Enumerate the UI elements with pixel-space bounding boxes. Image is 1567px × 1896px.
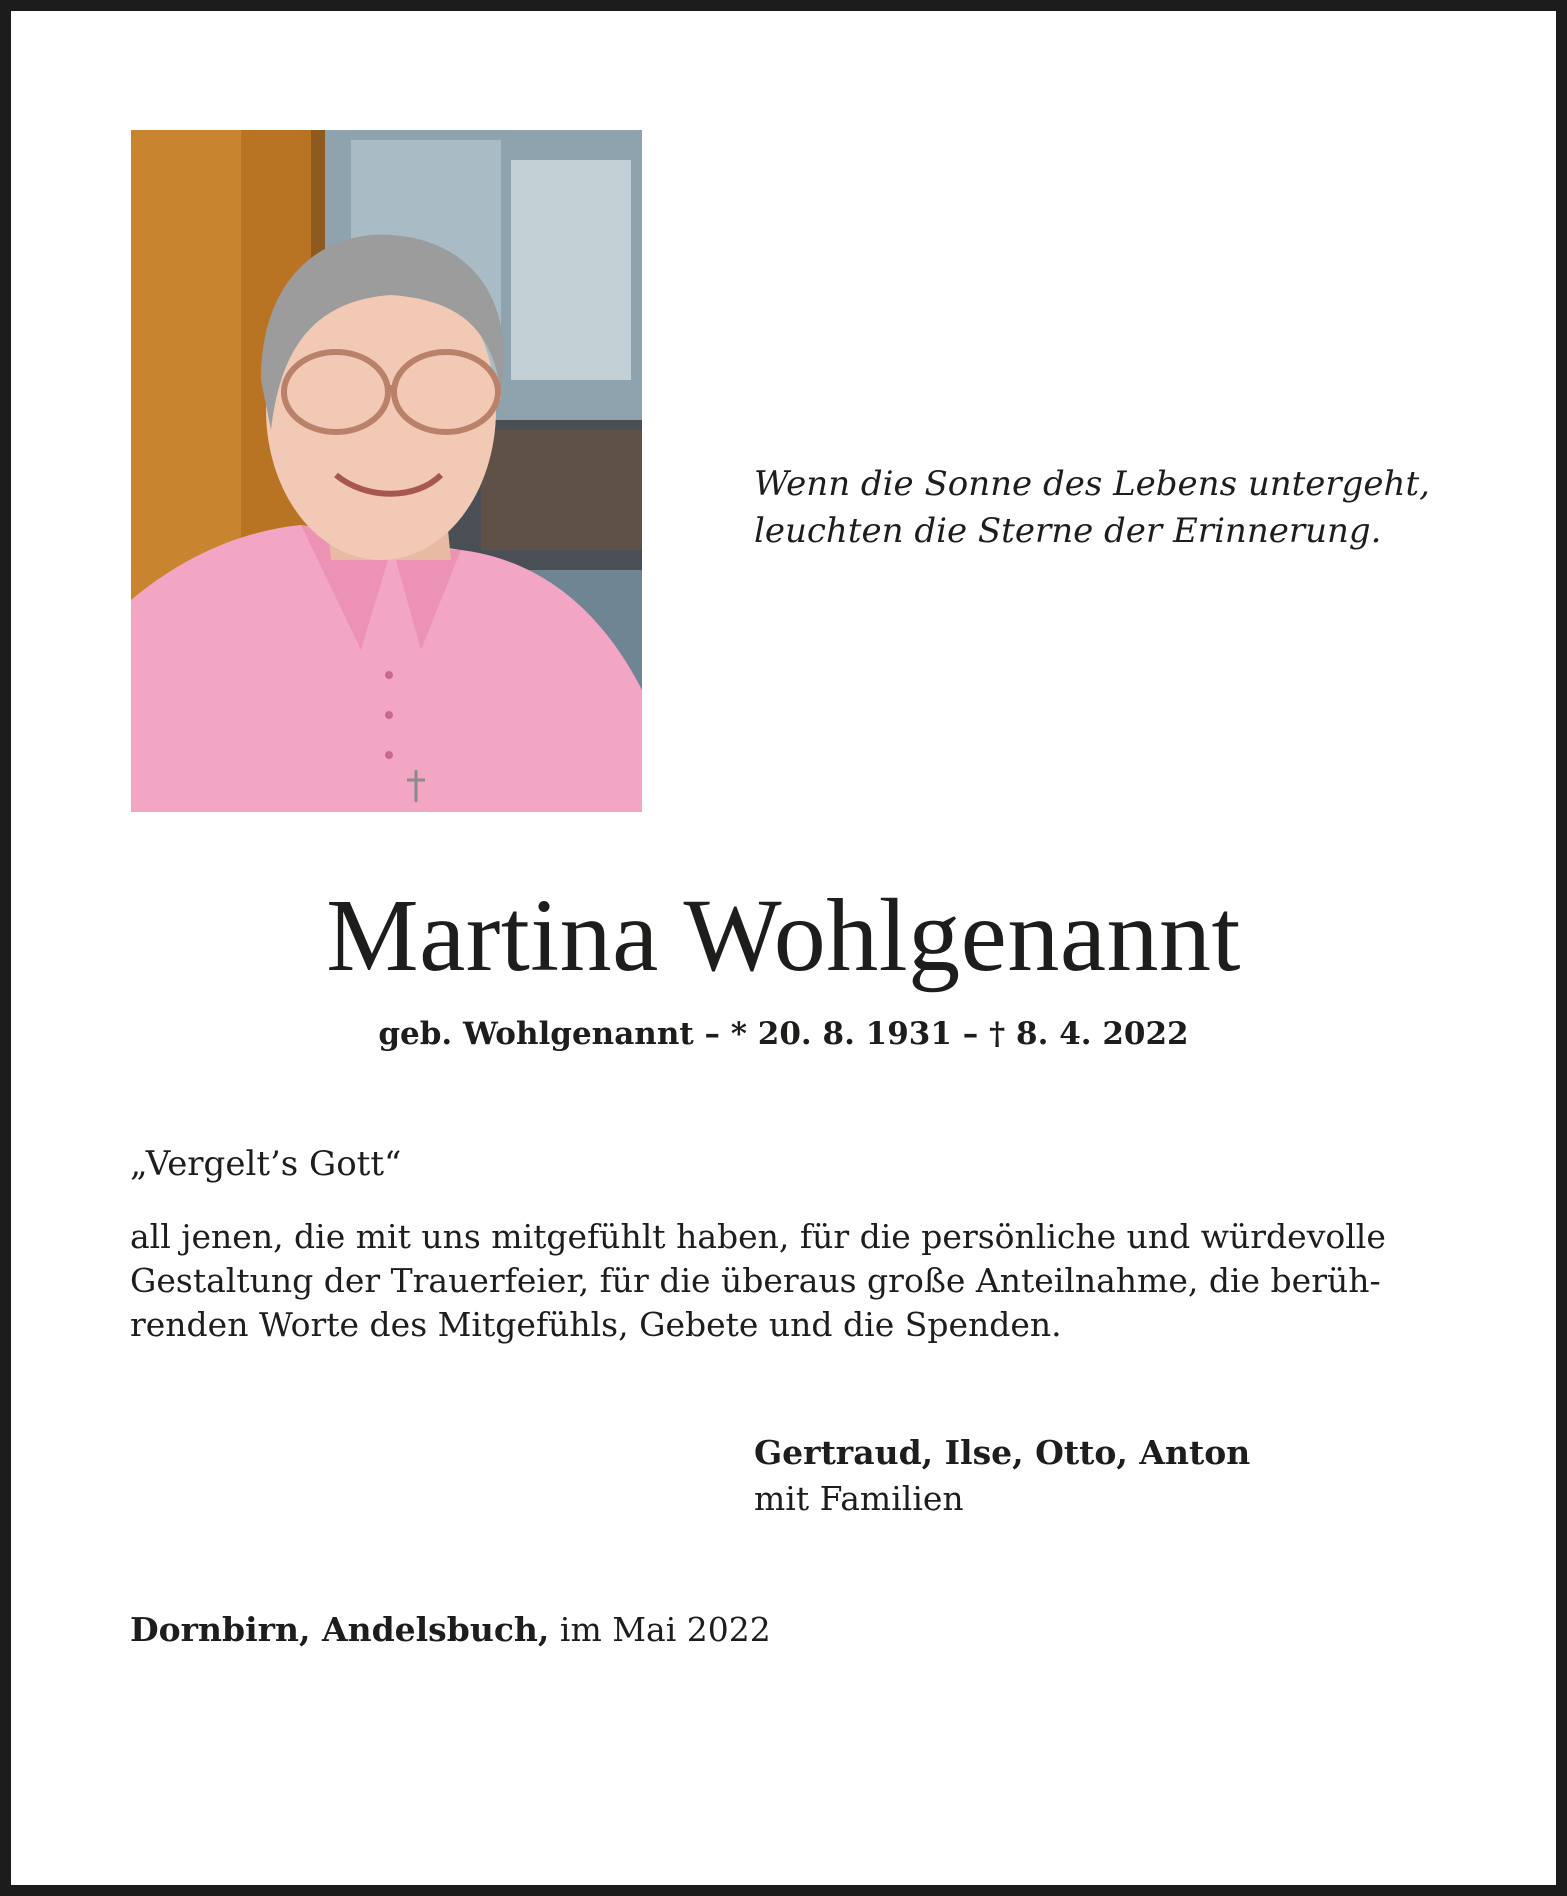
thanks-line-1: all jenen, die mit uns mitgefühlt haben, für die persönliche und würdevolle xyxy=(130,1217,1386,1256)
quote-line-1: Wenn die Sonne des Lebens untergeht, xyxy=(754,464,1430,504)
life-dates: geb. Wohlgenannt – * 20. 8. 1931 – † 8. 4. 2022 xyxy=(378,1016,1189,1052)
memorial-quote xyxy=(754,461,1454,555)
date-text: im Mai 2022 xyxy=(549,1610,771,1649)
portrait-photo xyxy=(131,130,642,812)
place-and-date xyxy=(130,1608,771,1652)
signer-names: Gertraud, Ilse, Otto, Anton xyxy=(754,1433,1251,1472)
obituary-page xyxy=(11,11,1556,1885)
thanks-line-3: renden Worte des Mitgefühls, Gebete und die Spenden. xyxy=(130,1305,1062,1344)
place-names: Dornbirn, Andelsbuch, xyxy=(130,1610,550,1649)
thanks-text xyxy=(130,1215,1470,1347)
portrait-illustration xyxy=(131,130,642,812)
quote-line-2: leuchten die Sterne der Erinnerung. xyxy=(754,511,1382,551)
deceased-name: Martina Wohlgenannt xyxy=(326,878,1241,993)
signer-suffix: mit Familien xyxy=(754,1479,964,1518)
thanks-line-2: Gestaltung der Trauerfeier, für die überaus große Anteilnahme, die berüh- xyxy=(130,1261,1381,1300)
thanks-heading: „Vergelt’s Gott“ xyxy=(130,1144,402,1184)
